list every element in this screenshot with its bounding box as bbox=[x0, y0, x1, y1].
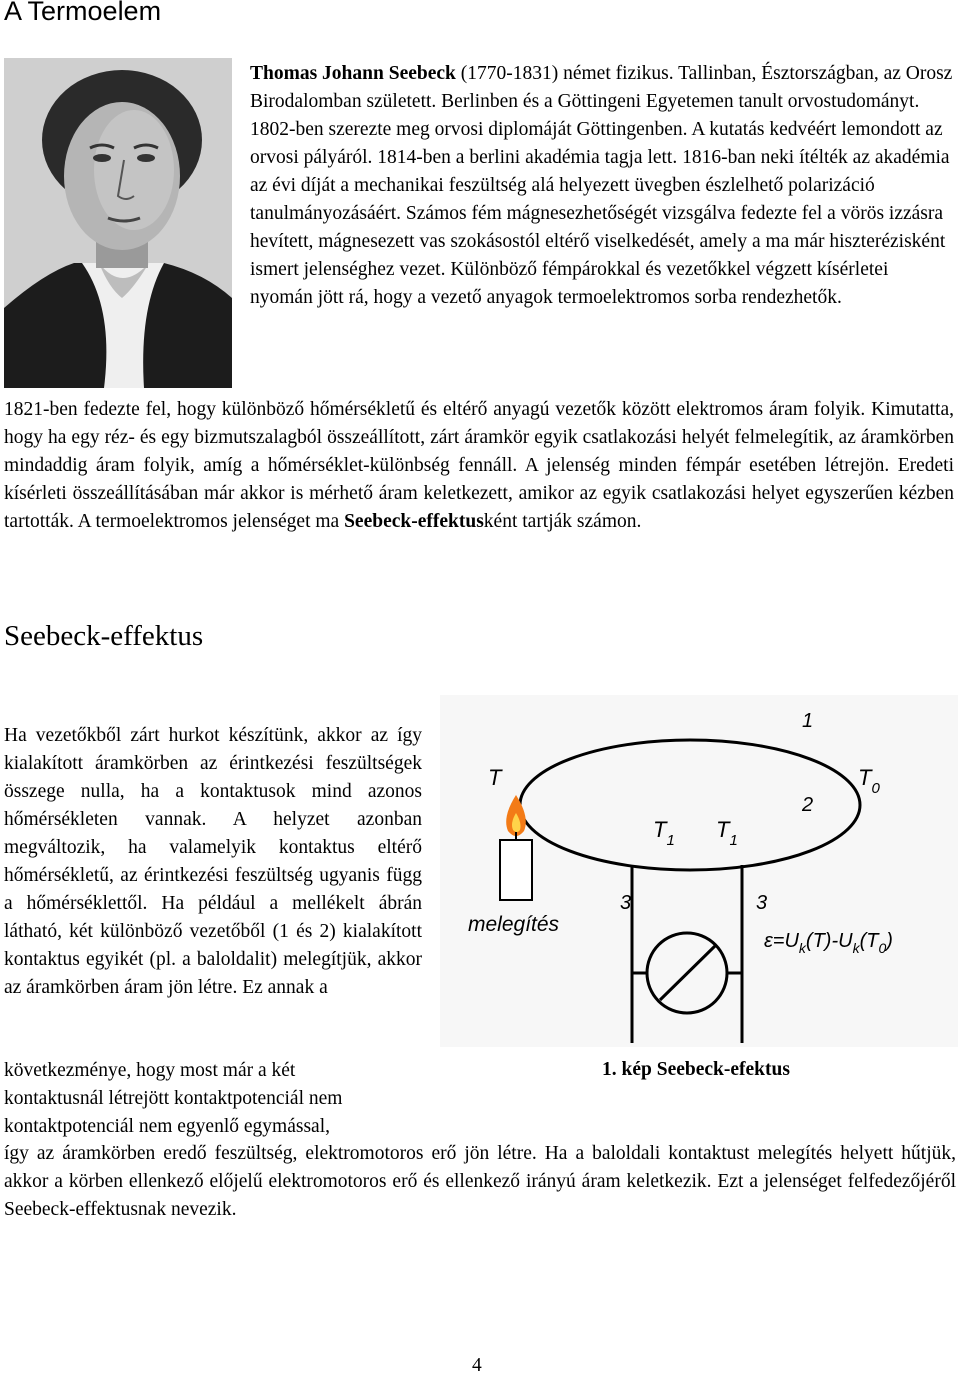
emf-formula: $\varepsilon=U_k(T)-U_k(T_0)$ bbox=[764, 930, 893, 956]
discovery-bold: Seebeck-effektus bbox=[344, 511, 484, 532]
page-number: 4 bbox=[472, 1355, 482, 1376]
label-melegites: melegítés bbox=[468, 913, 560, 936]
discovery-end: ként tartják számon. bbox=[483, 511, 642, 532]
label-1: 1 bbox=[802, 710, 814, 732]
bio-name: Thomas Johann Seebeck bbox=[250, 63, 456, 84]
bio-text: (1770-1831) német fizikus. Tallinban, Észtországban, az Orosz Birodalomban született. Berlinben és a Göttingeni Egyetemen tanult orvostudományt. 1802-ben szerezte meg orvosi diplomáját Göttingenben. A kutatás kedvéért lemondott az orvosi pályáról. 1814-ben a berlini akadémia tagja lett. 1816-ban neki ítélték az akadémia az évi díját a mechanikai feszültség alá helyezett üvegben észlelhető polarizáció tanulmányozásáért. Számos fém mágnesezhetőségét vizsgálva fedezte fel a vörös izzásra hevített, mágnesezett vas szokásostól eltérő viselkedését, amely a ma már hiszterézisként ismert jelenséghez vezet. Különböző fémpárokkal és vezetőkkel végzett kísérletei nyomán jött rá, hogy a vezető anyagok termoelektromos sorba rendezhetők. bbox=[250, 63, 953, 308]
bio-paragraph bbox=[250, 60, 955, 312]
label-3-left: 3 bbox=[620, 892, 632, 914]
label-T0: $T_0$ bbox=[858, 765, 880, 797]
discovery-paragraph bbox=[4, 396, 954, 536]
label-T1-left: $T_1$ bbox=[653, 817, 675, 849]
effect-description-tail bbox=[4, 1057, 434, 1141]
discovery-text: 1821-ben fedezte fel, hogy különböző hőmérsékletű és eltérő anyagú vezetők között elektromos áram folyik. Kimutatta, hogy ha egy réz- és egy bizmutszalagból összeállított, zárt áramkör egyik csatlakozási helyét felmelegítik, az áramkörben mindaddig áram folyik, amíg a hőmérséklet-különbség fennáll. A jelenség minden fémpár esetében létrejön. Eredeti kísérleti összeállításában már akkor is mérhető áram keletkezett, amikor az egyik csatlakozási helyet egyszerűen kézben tartották. A termoelektromos jelenséget ma bbox=[4, 399, 954, 532]
section-heading: Seebeck-effektus bbox=[4, 620, 204, 652]
page-title: A Termoelem bbox=[4, 0, 162, 26]
seebeck-portrait bbox=[4, 58, 232, 388]
tail-line: kontaktusnál létrejött kontaktpotenciál nem bbox=[4, 1088, 343, 1109]
conclusion-paragraph: így az áramkörben eredő feszültség, elektromotoros erő jön létre. Ha a baloldali kontaktust melegítés helyett hűtjük, akkor a körben ellenkező előjelű elektromotoros erő és ellenkező irányú áram keletkezik. Ezt a jelenséget felfedezőjéről Seebeck-effektusnak nevezik. bbox=[4, 1143, 956, 1220]
label-3-right: 3 bbox=[756, 892, 768, 914]
label-T1-right: $T_1$ bbox=[716, 817, 738, 849]
figure-caption: 1. kép Seebeck-efektus bbox=[602, 1059, 790, 1080]
label-T: T bbox=[488, 765, 502, 790]
label-2: 2 bbox=[802, 794, 814, 816]
candle bbox=[500, 840, 532, 900]
tail-line: következménye, hogy most már a két bbox=[4, 1060, 296, 1081]
seebeck-diagram bbox=[440, 695, 958, 1047]
tail-line: kontaktpotenciál nem egyenlő egymással, bbox=[4, 1116, 330, 1137]
effect-description: Ha vezetőkből zárt hurkot készítünk, akkor az így kialakított áramkörben az érintkezési feszültségek összege nulla, ha a kontaktusok mind azonos hőmérsékleten vannak. A helyzet azonban megváltozik, ha valamelyik kontaktus eltérő hőmérsékletű, az érintkezési feszültség ugyanis függ a hőmérséklettől. Ha például a mellékelt ábrán látható, két különböző vezetőből (1 és 2) kialakított kontaktus egyikét (pl. a baloldalit) melegítjük, akkor az áramkörben áram jön létre. Ez annak a bbox=[4, 725, 422, 998]
